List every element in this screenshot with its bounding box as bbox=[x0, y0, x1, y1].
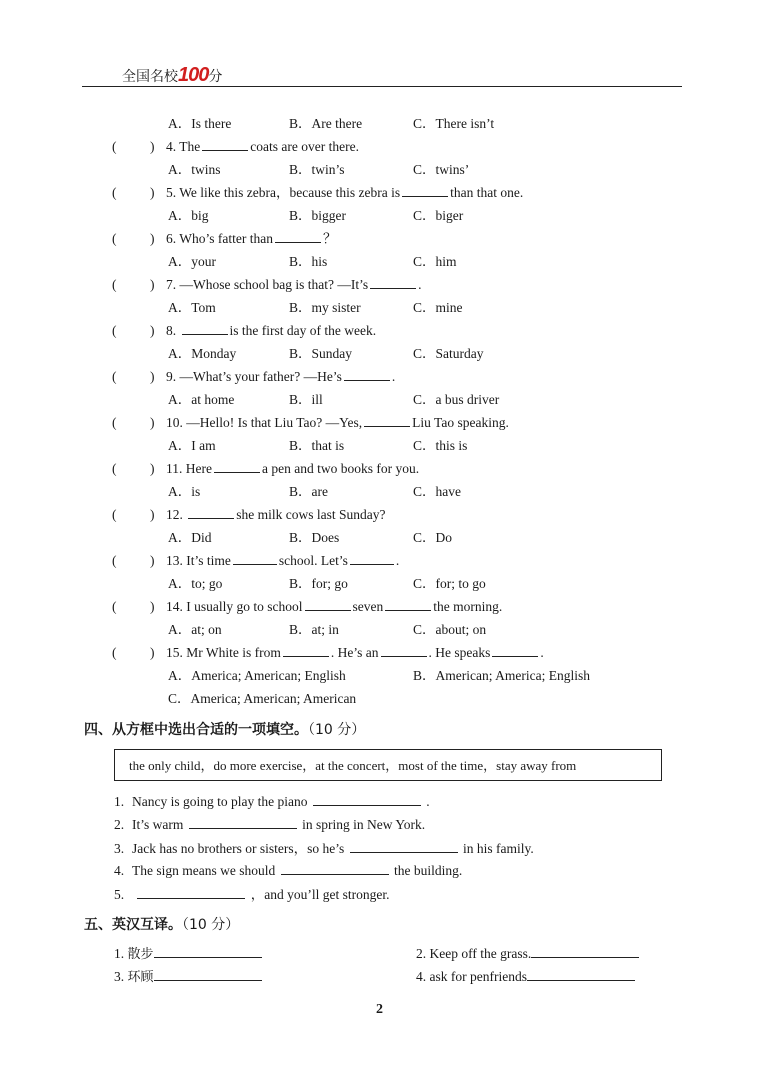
option-a: A．is bbox=[168, 484, 201, 499]
option-a: A．to; go bbox=[168, 576, 223, 591]
question-row: ( ) 6. Who’s fatter than ？ bbox=[112, 227, 672, 250]
brand-number: 100 bbox=[178, 64, 209, 86]
option-a: A．twins bbox=[168, 162, 221, 177]
answer-blank[interactable] bbox=[492, 642, 538, 657]
option-c: C．a bus driver bbox=[413, 392, 500, 407]
question-text: 8. is the first day of the week. bbox=[166, 319, 376, 342]
option-c: C．this is bbox=[413, 438, 468, 453]
question-text: 11. Here a pen and two books for you. bbox=[166, 457, 419, 480]
option-c: C．biger bbox=[413, 208, 464, 223]
question-text: 7. —Whose school bag is that? —It’s . bbox=[166, 273, 421, 296]
question-row: ( ) 4. The coats are over there. bbox=[112, 135, 672, 158]
option-b: B．twin’s bbox=[289, 162, 345, 177]
options-row bbox=[112, 204, 672, 227]
option-a: A．America; American; English bbox=[168, 668, 346, 683]
question-text: 5. We like this zebra，because this zebra is than that one. bbox=[166, 181, 523, 204]
question-row: ( ) 8. is the first day of the week. bbox=[112, 319, 672, 342]
answer-blank[interactable] bbox=[281, 860, 389, 875]
question-row: ( ) 9. —What’s your father? —He’s . bbox=[112, 365, 672, 388]
question-text: 13. It’s time school. Let’s . bbox=[166, 549, 399, 572]
answer-blank[interactable] bbox=[188, 504, 234, 519]
answer-blank[interactable] bbox=[350, 838, 458, 853]
answer-blank[interactable] bbox=[275, 228, 321, 243]
translate-item: 3. 环顾 bbox=[114, 966, 262, 985]
answer-blank[interactable] bbox=[402, 182, 448, 197]
answer-blank[interactable] bbox=[305, 596, 351, 611]
question-text: 4. The coats are over there. bbox=[166, 135, 359, 158]
option-a: A．Is there bbox=[168, 116, 232, 131]
answer-blank[interactable] bbox=[214, 458, 260, 473]
options-row bbox=[112, 618, 672, 641]
brand-text: 全国名校 bbox=[122, 69, 178, 85]
option-b: B．at; in bbox=[289, 622, 339, 637]
answer-blank[interactable] bbox=[370, 274, 416, 289]
options-row bbox=[112, 526, 672, 549]
answer-blank[interactable] bbox=[527, 966, 635, 981]
option-c: C．twins’ bbox=[413, 162, 470, 177]
option-b: B．American; America; English bbox=[413, 668, 590, 683]
question-text: 15. Mr White is from . He’s an . He speaks . bbox=[166, 641, 544, 664]
question-row: ( ) 15. Mr White is from . He’s an . He speaks . bbox=[112, 641, 672, 664]
option-b: B．bigger bbox=[289, 208, 346, 223]
answer-blank[interactable] bbox=[313, 791, 421, 806]
question-row: ( ) 14. I usually go to school seven the morning. bbox=[112, 595, 672, 618]
option-a: A．big bbox=[168, 208, 209, 223]
options-row bbox=[112, 158, 672, 181]
header-brand bbox=[122, 64, 222, 87]
fill-item: 1. Nancy is going to play the piano . bbox=[114, 791, 430, 810]
question-text: 14. I usually go to school seven the morning. bbox=[166, 595, 502, 618]
options-row bbox=[112, 572, 672, 595]
answer-blank[interactable] bbox=[154, 943, 262, 958]
options-row bbox=[112, 480, 672, 503]
option-b: B．my sister bbox=[289, 300, 361, 315]
option-c: C．him bbox=[413, 254, 457, 269]
answer-blank[interactable] bbox=[344, 366, 390, 381]
translate-item: 4. ask for penfriends bbox=[416, 966, 635, 985]
question-row: ( ) 11. Here a pen and two books for you. bbox=[112, 457, 672, 480]
answer-blank[interactable] bbox=[381, 642, 427, 657]
section-4-title: 四、从方框中选出合适的一项填空。（10 分） bbox=[84, 722, 366, 738]
options-row bbox=[112, 342, 672, 365]
option-b: B．his bbox=[289, 254, 328, 269]
answer-blank[interactable] bbox=[283, 642, 329, 657]
option-a: A．at home bbox=[168, 392, 235, 407]
option-a: A．Tom bbox=[168, 300, 216, 315]
option-b: B．Are there bbox=[289, 116, 363, 131]
option-b: B．that is bbox=[289, 438, 345, 453]
option-c: C．Do bbox=[413, 530, 453, 545]
translate-item: 2. Keep off the grass. bbox=[416, 943, 639, 962]
option-a: A．Did bbox=[168, 530, 212, 545]
question-text: 6. Who’s fatter than ？ bbox=[166, 227, 336, 250]
answer-blank[interactable] bbox=[385, 596, 431, 611]
option-c: C．America; American; American bbox=[168, 691, 357, 706]
section-5-title: 五、英汉互译。（10 分） bbox=[84, 917, 240, 933]
option-c: C．mine bbox=[413, 300, 463, 315]
question-row: ( ) 13. It’s time school. Let’s . bbox=[112, 549, 672, 572]
header-divider bbox=[82, 86, 682, 87]
multiple-choice-section bbox=[112, 112, 672, 710]
answer-blank[interactable] bbox=[189, 814, 297, 829]
option-a: A．at; on bbox=[168, 622, 222, 637]
fill-item: 4. The sign means we should the building. bbox=[114, 860, 462, 879]
question-row: ( ) 12. she milk cows last Sunday? bbox=[112, 503, 672, 526]
fill-item: 5. ，and you’ll get stronger. bbox=[114, 883, 389, 903]
option-c: C．There isn’t bbox=[413, 116, 495, 131]
answer-blank[interactable] bbox=[233, 550, 277, 565]
option-b: B．ill bbox=[289, 392, 323, 407]
option-a: A．Monday bbox=[168, 346, 237, 361]
answer-blank[interactable] bbox=[137, 884, 245, 899]
answer-blank[interactable] bbox=[531, 943, 639, 958]
option-c: C．have bbox=[413, 484, 461, 499]
answer-blank[interactable] bbox=[350, 550, 394, 565]
page-number: 2 bbox=[376, 1002, 383, 1017]
option-b: B．Sunday bbox=[289, 346, 353, 361]
translate-item: 1. 散步 bbox=[114, 943, 262, 962]
question-text: 12. she milk cows last Sunday? bbox=[166, 503, 385, 526]
options-row bbox=[112, 388, 672, 411]
option-a: A．I am bbox=[168, 438, 216, 453]
options-row bbox=[112, 296, 672, 319]
answer-blank[interactable] bbox=[202, 136, 248, 151]
option-c: C．for; to go bbox=[413, 576, 486, 591]
options-row bbox=[112, 250, 672, 273]
question-row: ( ) 7. —Whose school bag is that? —It’s . bbox=[112, 273, 672, 296]
answer-blank[interactable] bbox=[364, 412, 410, 427]
brand-suffix: 分 bbox=[208, 69, 223, 85]
option-c: C．about; on bbox=[413, 622, 487, 637]
options-row bbox=[112, 434, 672, 457]
word-box: the only child，do more exercise，at the concert，most of the time，stay away from bbox=[114, 749, 662, 781]
question-row: ( ) 10. —Hello! Is that Liu Tao? —Yes, Liu Tao speaking. bbox=[112, 411, 672, 434]
answer-blank[interactable] bbox=[182, 320, 228, 335]
options-row bbox=[112, 112, 672, 135]
question-text: 10. —Hello! Is that Liu Tao? —Yes, Liu Tao speaking. bbox=[166, 411, 509, 434]
options-row bbox=[112, 687, 672, 710]
answer-blank[interactable] bbox=[154, 966, 262, 981]
question-text: 9. —What’s your father? —He’s . bbox=[166, 365, 395, 388]
question-row: ( ) 5. We like this zebra，because this zebra is than that one. bbox=[112, 181, 672, 204]
option-b: B．are bbox=[289, 484, 328, 499]
option-b: B．Does bbox=[289, 530, 340, 545]
options-row bbox=[112, 664, 672, 687]
option-c: C．Saturday bbox=[413, 346, 484, 361]
option-a: A．your bbox=[168, 254, 216, 269]
option-b: B．for; go bbox=[289, 576, 348, 591]
fill-item: 2. It’s warm in spring in New York. bbox=[114, 814, 425, 833]
fill-item: 3. Jack has no brothers or sisters，so he’s in his family. bbox=[114, 837, 534, 857]
